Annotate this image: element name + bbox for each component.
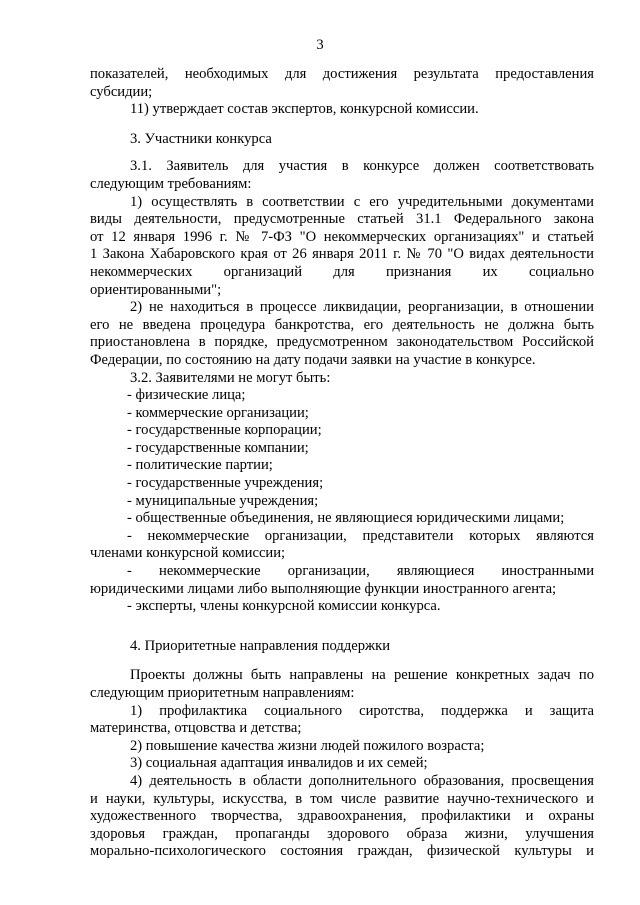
text-line: - коммерческие организации; (127, 404, 309, 421)
text-line: 2) повышение качества жизни людей пожилого возраста; (130, 737, 485, 754)
text-line: показателей, необходимых для достижения результата предоставления (90, 66, 594, 82)
text-line: - некоммерческие организации, представители которых являются (127, 527, 594, 544)
text-line: художественного творчества, здравоохранения, профилактики и охраны (90, 808, 594, 825)
text-line: - политические партии; (127, 457, 273, 474)
paragraph-gap (90, 616, 594, 638)
text-line: следующим требованиям: (90, 175, 252, 192)
text-line: 4. Приоритетные направления поддержки (130, 637, 391, 654)
text-line: его не введена процедура банкротства, его деятельность не должна быть (90, 316, 594, 333)
text-line: - физические лица; (127, 387, 246, 404)
text-line: морально-психологического состояния граждан, физической культуры и (90, 843, 594, 860)
page-number: 3 (316, 37, 324, 53)
text-line: следующим приоритетным направлениям: (90, 685, 355, 701)
text-line: 4) деятельность в области дополнительного образования, просвещения (130, 772, 594, 789)
text-line: - некоммерческие организации, являющиеся иностранными (127, 563, 594, 580)
text-line: приостановлена в порядке, предусмотренном законодательством Российской (90, 334, 594, 351)
text-line: материнства, отцовства и детства; (90, 720, 302, 737)
document-body (90, 66, 594, 861)
text-line: от 12 января 1996 г. № 7-ФЗ "О некоммерческих организациях" и статьей (90, 228, 594, 245)
text-line: 1 Закона Хабаровского края от 26 января 2011 г. № 70 "О видах деятельности (90, 246, 594, 263)
text-line: Федерации, по состоянию на дату подачи заявки на участие в конкурсе. (90, 351, 536, 368)
text-line: - государственные корпорации; (127, 422, 322, 439)
text-line: субсидии; (90, 83, 153, 100)
paragraph-gap (90, 655, 594, 667)
text-line: 3.2. Заявителями не могут быть: (130, 369, 331, 386)
text-line: - государственные учреждения; (127, 475, 324, 492)
text-line: - общественные объединения, не являющиеся юридическими лицами; (127, 510, 565, 527)
text-line: юридическими лицами либо выполняющие функции иностранного агента; (90, 580, 557, 597)
text-line: - муниципальные учреждения; (127, 492, 319, 509)
text-line: 3. Участники конкурса (130, 130, 272, 147)
text-line: Проекты должны быть направлены на решение конкретных задач по (130, 667, 594, 684)
text-line: 2) не находиться в процессе ликвидации, реорганизации, в отношении (130, 299, 594, 316)
text-line: здоровья граждан, пропаганды здорового образа жизни, улучшения (90, 825, 594, 842)
text-line: 1) осуществлять в соответствии с его учредительными документами (130, 193, 594, 210)
text-line: членами конкурсной комиссии; (90, 545, 286, 562)
paragraph-gap (90, 119, 594, 131)
text-line: ориентированными"; (90, 281, 222, 298)
paragraph-gap (90, 148, 594, 158)
text-line: 1) профилактика социального сиротства, поддержка и защита (130, 702, 594, 719)
text-line: 3) социальная адаптация инвалидов и их семей; (130, 755, 428, 772)
text-line: 11) утверждает состав экспертов, конкурсной комиссии. (130, 101, 479, 118)
text-line: некоммерческих организаций для признания их социально (90, 263, 594, 280)
text-line: и науки, культуры, искусства, в том числе развитие научно-технического и (90, 790, 594, 807)
text-line: - эксперты, члены конкурсной комиссии конкурса. (127, 598, 441, 615)
text-line: виды деятельности, предусмотренные статьей 31.1 Федерального закона (90, 211, 594, 228)
text-line: 3.1. Заявитель для участия в конкурсе должен соответствовать (130, 158, 594, 175)
text-line: - государственные компании; (127, 439, 309, 456)
